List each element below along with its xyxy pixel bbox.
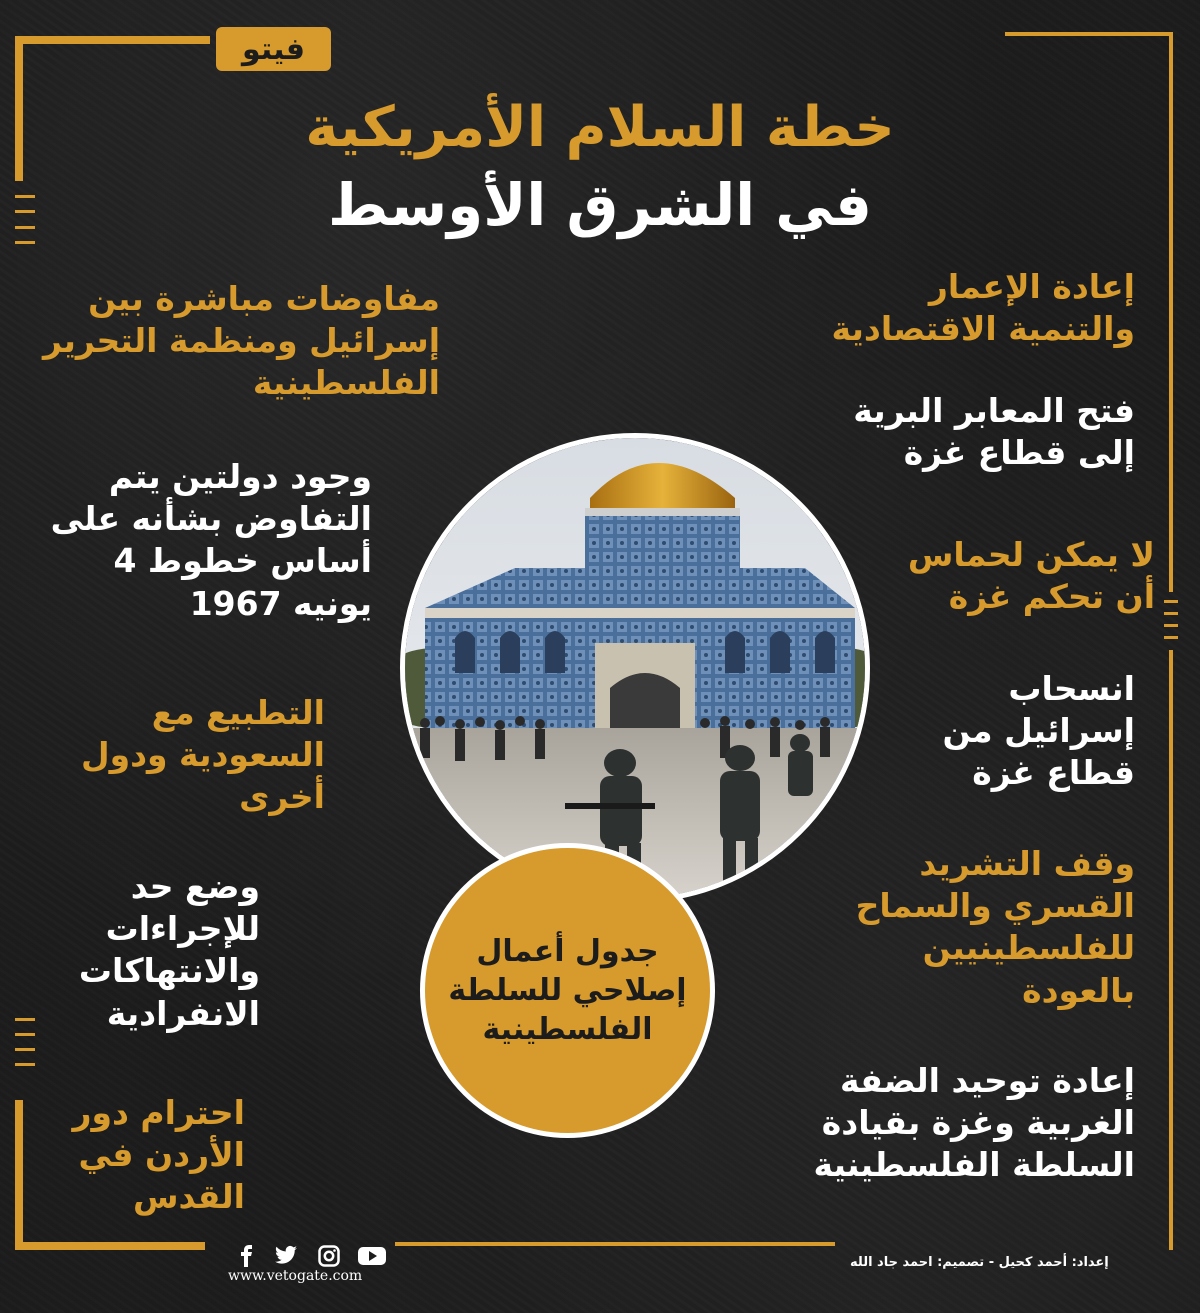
left-item-2-line-2: التفاوض بشأنه على	[50, 499, 372, 539]
frame-bottom-right	[395, 1242, 835, 1246]
left-item-5-line-1: احترام دور	[72, 1093, 245, 1132]
right-item-3	[895, 534, 1155, 618]
mosque-photo	[400, 433, 870, 903]
right-item-5-line-4: بالعودة	[1022, 970, 1135, 1010]
mosque-photo-illustration	[405, 438, 865, 898]
left-item-1-line-1: مفاوضات مباشرة بين	[88, 279, 440, 318]
right-item-6	[780, 1060, 1135, 1187]
right-item-2-line-1: فتح المعابر البرية	[853, 391, 1135, 430]
frame-top-right	[1005, 32, 1173, 36]
frame-tick	[15, 241, 35, 244]
left-item-2-line-3: أساس خطوط 4	[113, 541, 372, 581]
right-item-5	[855, 843, 1135, 1012]
center-badge-line-1: جدول أعمال	[476, 934, 659, 969]
title-line-1: خطة السلام الأمريكية	[305, 95, 895, 160]
facebook-icon[interactable]	[232, 1245, 258, 1267]
left-item-2-line-4: يونيه 1967	[189, 583, 372, 623]
right-item-3-line-1: لا يمكن لحماس	[907, 535, 1155, 574]
right-item-5-line-2: القسري والسماح	[855, 886, 1135, 926]
left-item-1-line-2: إسرائيل ومنظمة التحرير	[43, 321, 440, 361]
frame-tick	[15, 226, 35, 229]
left-item-1	[30, 278, 440, 405]
frame-tick	[1164, 624, 1178, 627]
frame-tick	[15, 1048, 35, 1051]
left-item-2	[22, 456, 372, 625]
left-item-3-line-3: أخرى	[239, 777, 325, 817]
right-item-6-line-3: السلطة الفلسطينية	[813, 1145, 1135, 1185]
frame-tick	[1164, 612, 1178, 615]
left-item-4-line-2: للإجراءات	[105, 909, 260, 949]
frame-tick	[15, 195, 35, 198]
right-item-4-line-1: انسحاب	[1008, 669, 1135, 708]
brand-logo-text: فيتو	[242, 31, 305, 67]
left-item-3	[50, 692, 325, 819]
left-item-5	[65, 1092, 245, 1219]
frame-tick	[15, 1033, 35, 1036]
frame-left-lower	[15, 1100, 23, 1250]
left-item-1-line-3: الفلسطينية	[252, 363, 440, 403]
left-item-4-line-1: وضع حد	[130, 867, 260, 906]
right-item-2	[850, 390, 1135, 474]
right-item-2-line-2: إلى قطاع غزة	[903, 433, 1135, 473]
credits-text: إعداد: أحمد كحيل - تصميم: احمد جاد الله	[850, 1255, 1109, 1270]
left-item-4	[45, 866, 260, 1035]
left-item-3-line-1: التطبيع مع	[151, 693, 325, 732]
brand-logo	[216, 27, 331, 71]
frame-tick	[15, 210, 35, 213]
website-url[interactable]: www.vetogate.com	[228, 1268, 363, 1284]
right-item-1-line-2: والتنمية الاقتصادية	[831, 309, 1135, 349]
center-badge	[420, 843, 715, 1138]
frame-top-left	[15, 36, 210, 44]
left-item-4-line-4: الانفرادية	[106, 993, 260, 1033]
frame-right-lower	[1169, 650, 1173, 1250]
right-item-5-line-1: وقف التشريد	[919, 844, 1135, 883]
frame-tick	[15, 1018, 35, 1021]
left-item-5-line-2: الأردن في	[78, 1135, 245, 1175]
left-item-5-line-3: القدس	[132, 1177, 245, 1217]
frame-tick	[1164, 600, 1178, 603]
frame-right-upper	[1169, 32, 1173, 592]
left-item-3-line-2: السعودية ودول	[80, 735, 325, 775]
frame-left-upper	[15, 36, 23, 181]
right-item-6-line-2: الغربية وغزة بقيادة	[821, 1103, 1135, 1143]
frame-tick	[1164, 636, 1178, 639]
left-item-4-line-3: والانتهاكات	[78, 951, 260, 991]
right-item-1	[800, 266, 1135, 350]
right-item-4	[940, 668, 1135, 795]
right-item-4-line-2: إسرائيل من	[942, 711, 1135, 751]
center-badge-line-3: الفلسطينية	[482, 1012, 653, 1047]
center-badge-line-2: إصلاحي للسلطة	[448, 973, 687, 1008]
twitter-icon[interactable]	[272, 1245, 298, 1267]
right-item-3-line-2: أن تحكم غزة	[948, 577, 1155, 617]
frame-bottom-left	[15, 1242, 205, 1250]
instagram-icon[interactable]	[314, 1245, 340, 1267]
frame-tick	[15, 1063, 35, 1066]
youtube-icon[interactable]	[356, 1245, 386, 1267]
center-badge-text	[448, 932, 686, 1049]
right-item-5-line-3: للفلسطينيين	[922, 928, 1135, 968]
right-item-4-line-3: قطاع غزة	[972, 753, 1135, 793]
right-item-1-line-1: إعادة الإعمار	[928, 267, 1135, 306]
left-item-2-line-1: وجود دولتين يتم	[108, 457, 372, 496]
right-item-6-line-1: إعادة توحيد الضفة	[839, 1061, 1135, 1100]
title-line-2: في الشرق الأوسط	[328, 171, 872, 239]
